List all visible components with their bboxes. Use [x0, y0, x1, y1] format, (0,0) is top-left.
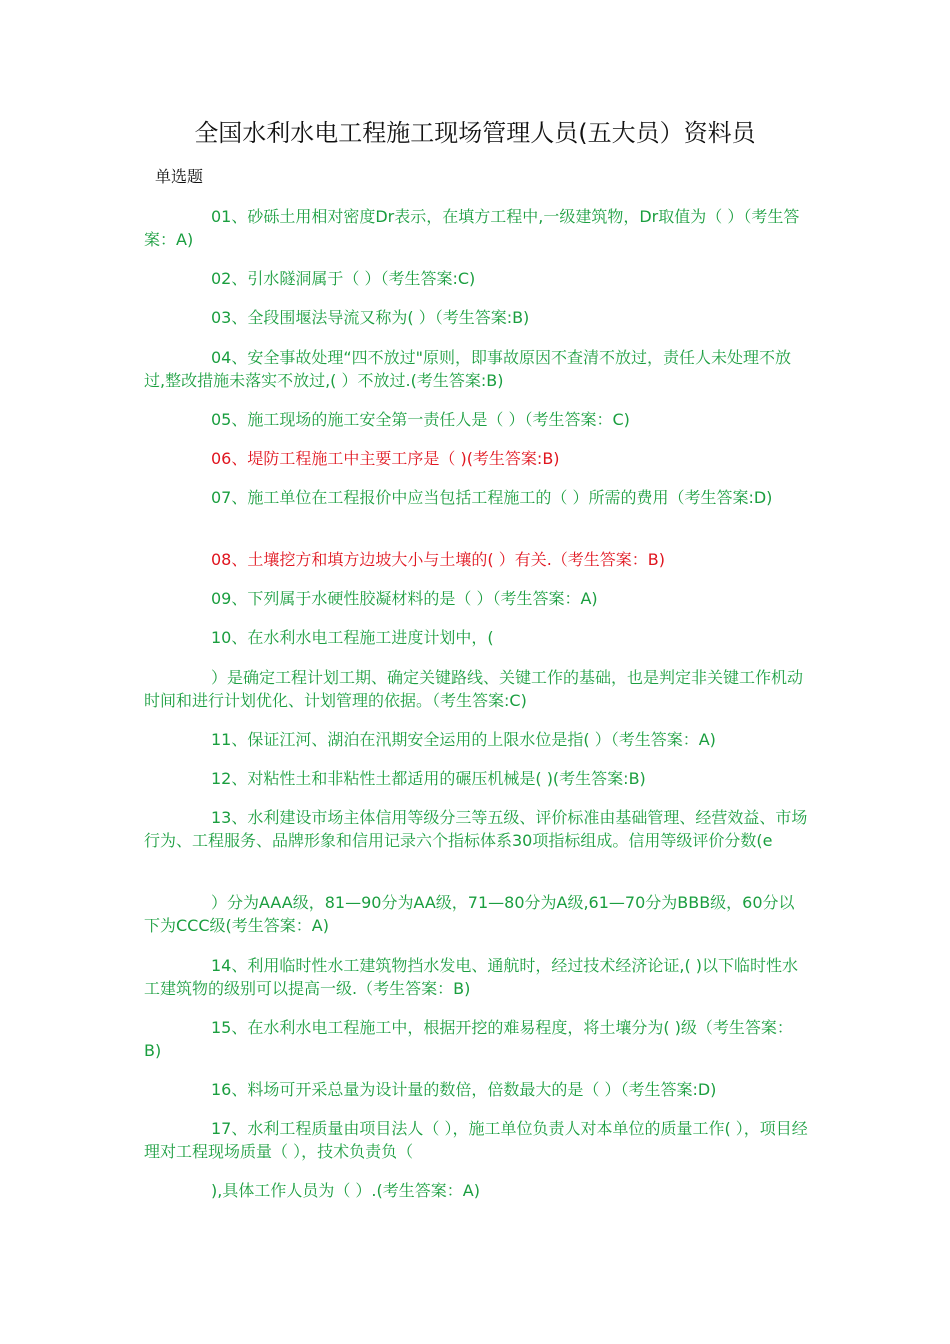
document-title: 全国水利水电工程施工现场管理人员(五大员）资料员 [194, 119, 756, 147]
question-03: 03、全段围堰法导流又称为( ）（考生答案:B) [211, 308, 530, 327]
question-10-continued: ）是确定工程计划工期、确定关键路线、关键工作的基础，也是判定非关键工作机动时间和进行计划优化、计划管理的依据。（考生答案:C) [144, 668, 804, 710]
section-label: 单选题 [155, 167, 204, 186]
question-10: 10、在水利水电工程施工进度计划中，( [211, 628, 494, 647]
question-13-continued: ）分为AAA级，81—90分为AA级，71—80分为A级,61—70分为BBB级，60分以下为CCC级(考生答案：A) [144, 893, 795, 935]
question-13: 13、水利建设市场主体信用等级分三等五级、评价标准由基础管理、经营效益、市场行为、工程服务、品牌形象和信用记录六个指标体系30项指标组成。信用等级评价分数(e [144, 808, 808, 850]
question-11: 11、保证江河、湖泊在汛期安全运用的上限水位是指( ）（考生答案：A) [211, 730, 716, 749]
question-04: 04、安全事故处理“四不放过"原则，即事故原因不查清不放过，责任人未处理不放过,整改措施未落实不放过,( ）不放过.(考生答案:B) [144, 348, 792, 390]
question-01: 01、砂砾土用相对密度Dr表示，在填方工程中,一级建筑物，Dr取值为（ ）（考生答案：A) [144, 207, 800, 249]
question-02: 02、引水隧洞属于（ ）（考生答案:C) [211, 269, 476, 288]
question-17-continued: ),具体工作人员为（ ）.(考生答案：A) [211, 1181, 480, 1200]
question-15: 15、在水利水电工程施工中，根据开挖的难易程度，将土壤分为( )级（考生答案：B) [144, 1018, 793, 1060]
question-16: 16、料场可开采总量为设计量的数倍，倍数最大的是（ ）（考生答案:D) [211, 1080, 717, 1099]
question-08: 08、土壤挖方和填方边坡大小与土壤的( ）有关.（考生答案：B) [211, 550, 665, 569]
question-07: 07、施工单位在工程报价中应当包括工程施工的（ ）所需的费用（考生答案:D) [211, 488, 773, 507]
question-14: 14、利用临时性水工建筑物挡水发电、通航时，经过技术经济论证,( )以下临时性水工建筑物的级别可以提高一级.（考生答案：B) [144, 956, 799, 998]
question-17: 17、水利工程质量由项目法人（ ），施工单位负责人对本单位的质量工作( ），项目经理对工程现场质量（ ），技术负责负（ [144, 1119, 808, 1161]
question-12: 12、对粘性土和非粘性土都适用的碾压机械是( )(考生答案:B) [211, 769, 646, 788]
question-05: 05、施工现场的施工安全第一责任人是（ ）（考生答案：C) [211, 410, 630, 429]
question-09: 09、下列属于水硬性胶凝材料的是（ ）（考生答案：A) [211, 589, 598, 608]
question-06: 06、堤防工程施工中主要工序是（ )(考生答案:B) [211, 449, 560, 468]
